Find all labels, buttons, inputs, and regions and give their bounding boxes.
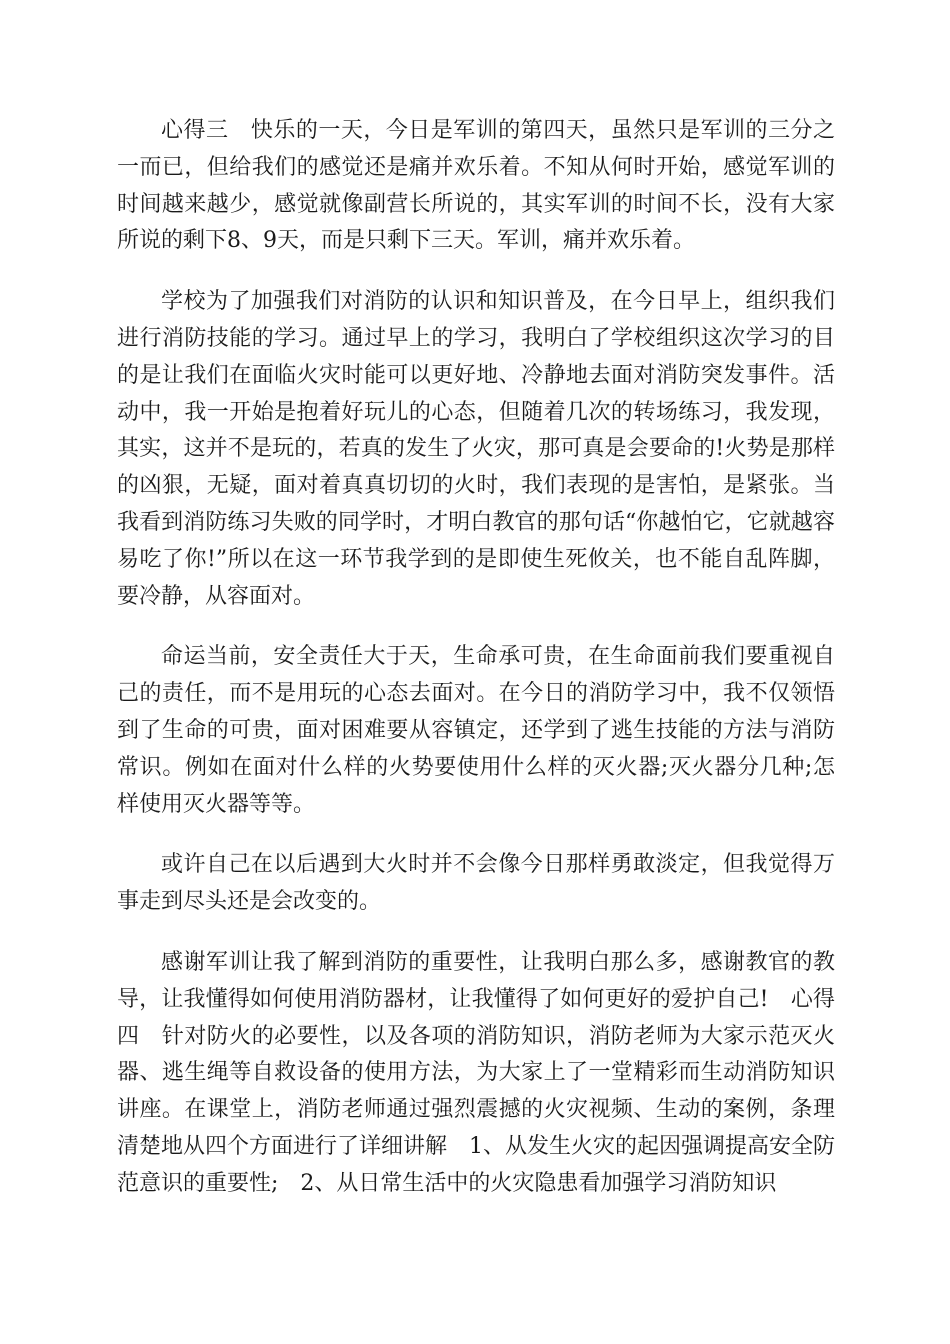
paragraph-4: 或许自己在以后遇到大火时并不会像今日那样勇敢淡定，但我觉得万事走到尽头还是会改变的。 [117,852,835,915]
paragraph-5: 感谢军训让我了解到消防的重要性，让我明白那么多，感谢教官的教导，让我懂得如何使用消防器材，让我懂得了如何更好的爱护自己! 心得四 针对防火的必要性，以及各项的消防知识，消防老师为大家示范灭火器、逃生绳等自救设备的使用方法，为大家上了一堂精彩而生动消防知识讲座。在课堂上，消防老师通过强烈震撼的火灾视频、生动的案例，条理清楚地从四个方面进行了详细讲解 1、从发生火灾的起因强调提高安全防范意识的重要性; 2、从日常生活中的火灾隐患看加强学习消防知识 [117,949,835,1196]
paragraph-1: 心得三 快乐的一天，今日是军训的第四天，虽然只是军训的三分之一而已，但给我们的感觉还是痛并欢乐着。不知从何时开始，感觉军训的时间越来越少，感觉就像副营长所说的，其实军训的时间不长，没有大家所说的剩下8、9天，而是只剩下三天。军训，痛并欢乐着。 [117,118,835,254]
document-body [117,113,835,1203]
paragraph-2: 学校为了加强我们对消防的认识和知识普及，在今日早上，组织我们进行消防技能的学习。通过早上的学习，我明白了学校组织这次学习的目的是让我们在面临火灾时能可以更好地、冷静地去面对消防突发事件。活动中，我一开始是抱着好玩儿的心态，但随着几次的转场练习，我发现，其实，这并不是玩的，若真的发生了火灾，那可真是会要命的!火势是那样的凶狠，无疑，面对着真真切切的火时，我们表现的是害怕，是紧张。当我看到消防练习失败的同学时，才明白教官的那句话“你越怕它，它就越容易吃了你!”所以在这一环节我学到的是即使生死攸关，也不能自乱阵脚，要冷静，从容面对。 [117,289,835,609]
paragraph-3: 命运当前，安全责任大于天，生命承可贵，在生命面前我们要重视自己的责任，而不是用玩的心态去面对。在今日的消防学习中，我不仅领悟到了生命的可贵，面对困难要从容镇定，还学到了逃生技能的方法与消防常识。例如在面对什么样的火势要使用什么样的灭火器;灭火器分几种;怎样使用灭火器等等。 [117,644,835,817]
